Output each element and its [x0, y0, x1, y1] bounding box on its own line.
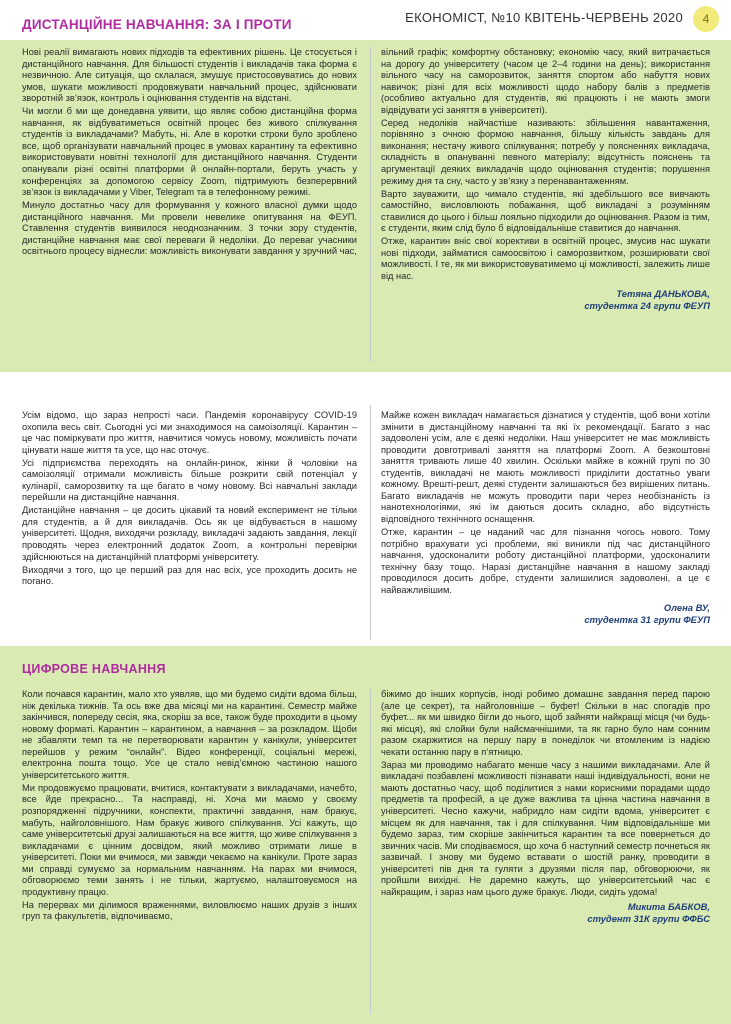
- article1-right-paragraph: Серед недоліків найчастіше називають: збільшення навантаження, порівняно з очною формою навчання, більшу кількість завдань для виконання; нестачу живого спілкування; потребу у поясненнях викладача, складність в опануванні певного матеріалу; відсутність пояснень та аргументації деяких викладачів щодо оцінювання студентів; порушення режиму дня та сну, часто у зв’язку з перенавантаженням.: [381, 117, 710, 186]
- article3-author-name: Микита БАБКОВ,: [627, 901, 710, 913]
- article1-right-column: [381, 47, 710, 312]
- article2-left-paragraph: Усі підприємства переходять на онлайн-ринок, жінки й чоловіки на самоізоляції отримали можливість більше розкрити свій потенціал у кулінарії, саморозвитку та ще багато в чому новому. Всі навчальні заклади перейшли на дистанційне навчання.: [22, 457, 357, 503]
- section-title-digital-learning: ЦИФРОВЕ НАВЧАННЯ: [22, 662, 166, 676]
- article1-left-column: [22, 47, 357, 259]
- article3-left-paragraph: Коли почався карантин, мало хто уявляв, що ми будемо сидіти вдома більш, ніж декілька тижнів. Та ось вже два місяці ми на карантині. Семестр майже закінчився, попереду сесія, яка, скоріш за все, також буде проходити в цьому новому форматі. Карантин – карантином, а навчання – за розкладом. Щоби не збавляти темп та не перетворювати карантин у канікули, університет перейшов у режим “онлайн”. Відео конференції, соціальні мережі, електронна пошта тощо. Усе це стало невід’ємною частиною нашого університетського життя.: [22, 689, 357, 780]
- article2-right-paragraph: Отже, карантин – це наданий час для пізнання чогось нового. Тому потрібно врахувати усі проблеми, які виникли під час дистанційного навчання, удосконалити роботу дистанційної платформи, удосконалити технічну базу тощо. Наразі дистанційне навчання в нашому закладі проводилося досить добре, студенти залишилися задоволені, а це є найважливішим.: [381, 526, 710, 595]
- article3-left-column: [22, 689, 357, 924]
- article1-signature: [381, 288, 710, 312]
- article3-signature: [381, 901, 710, 925]
- article1-left-paragraph: Чи могли б ми ще донедавна уявити, що являє собою дистанційна форма навчання, як відбуватиметься освітній процес без живого спілкування студентів із викладачами? Мабуть, ні. Але в коротки строки було зроблено все, щоб організувати навчальний процес в умовах карантину та ефективно використовувати новітні технології для дистанційного навчання. Студенти опанували різні освітні платформи й онлайн-портали, беруть участь у конференціях за допомогою сервісу Zoom, підтримують безперервний зв’язок із викладачами у Viber, Telegram та в телефонному режимі.: [22, 106, 357, 198]
- article2-signature: [381, 602, 710, 626]
- page-number: 4: [693, 6, 719, 32]
- article3-right-paragraph: Зараз ми проводимо набагато менше часу з нашими викладачами. Але й викладачі позбавлені можливості пізнавати наші індивідуальності, вони не мають достатньо часу, щоб поділитися з нами корисними порадами щодо предметів та професій, а це дуже важлива та цінна частина навчання в університеті. Чесно кажучи, набридло нам сидіти вдома, університет є місцем як для навчання, так і для спілкування. Чим відповідальніше ми будемо зараз, тим скоріше закінчиться карантин та все повернеться до звичних часів. Ми сподіваємося, що хоча б наступний семестр почнеться як зазвичай. І знову ми будемо вставати о шостій ранку, проводити в університеті пів дня та гуляти з друзями після пар, обговорюючи, як пройшли вихідні. Не даремно кажуть, що університетський час є найкращим, і зараз нам цього дуже бракує. Люди, сидіть удома!: [381, 759, 710, 897]
- article3-left-paragraph: На перервах ми ділимося враженнями, виловлюємо наших друзів з інших груп та факультетів, відпочиваємо,: [22, 899, 357, 922]
- article2-author-name: Олена ВУ,: [663, 602, 710, 614]
- article2-left-paragraph: Виходячи з того, що це перший раз для нас всіх, усе проходить досить не погано.: [22, 564, 357, 587]
- article2-right-paragraph: Майже кожен викладач намагається дізнатися у студентів, щоб вони хотіли змінити в дистанційному навчанні та які їх рекомендації. Багато з нас задоволені усім, але є деякі недоліки. Наш університет не має можливість проводити довготривалі заняття на платформі Zoom. А безкоштовні заняття тривають лише 40 хвилин. Оскільки майже в кожній групі по 30 студентів, викладачі не мають можливості приділити достатньо уваги кожному. Врешті-решт, деякі студенти залишаються без вирішених питань. Багато викладачів не можуть проводити пари через необізнаність із нанотехнологіями, які їм даються досить складно, або відсутність відповідного технічного оснащення.: [381, 410, 710, 524]
- article1-left-paragraph: Нові реалії вимагають нових підходів та ефективних рішень. Це стосується і дистанційного навчання. Для більшості студентів і викладачів така форма є незвичною. Але ситуація, що склалася, змушує пристосовуватись до нових умов, шукати можливості продовжувати навчальний процес, здійснювати зворотній зв’язок, контроль і оцінювання студентів на відстані.: [22, 47, 357, 104]
- article1-right-paragraph: Отже, карантин вніс свої корективи в освітній процес, змусив нас шукати нові підходи, займатися самоосвітою і саморозвитком, розширювати свої можливості. І те, як ми використовуватимемо ці можливості, залежить лише від нас.: [381, 236, 710, 281]
- article2-left-column: [22, 410, 357, 589]
- article1-right-paragraph: вільний графік; комфортну обстановку; економію часу, який витрачається на дорогу до університету (часом це 2–4 години на день); використання вільного часу на саморозвиток, заняття спортом або набуття нових навичок; різні для всіх можливості щодо набору балів з предметів (особливо актуально для студентів, які працюють і не мають змоги відвідувати усі заняття в університеті).: [381, 47, 710, 115]
- article1-author-group: студентка 24 групи ФЕУП: [584, 300, 710, 312]
- article2-author-group: студентка 31 групи ФЕУП: [584, 614, 710, 626]
- page-title: ДИСТАНЦІЙНЕ НАВЧАННЯ: ЗА І ПРОТИ: [22, 17, 292, 32]
- article1-left-paragraph: Минуло достатньо часу для формування у кожного власної думки щодо дистанційного навчання. Ми провели невелике опитування на ФЕУП. Ставлення студентів виявилося неоднозначним. 3 точки зору студентів, дистанційне навчання має свої переваги й недоліки. До переваг учасники освітнього процесу віднесли: можливість виконувати завдання у зручний час,: [22, 200, 357, 257]
- article3-right-paragraph: біжимо до інших корпусів, іноді робимо домашнє завдання перед парою (але це секрет), та найголовніше – буфет! Скільки в нас спогадів про буфет... як ми швидко бігли до нього, щоб зайняти найкращі місця (чи будь-які місця), які слойки були найсмачнішими, та як гарно було нам сонним разом скаржитися на першу пару в понеділок чи втомленим із надією чекати останню пару в п’ятницю.: [381, 689, 710, 757]
- article3-left-paragraph: Ми продовжуємо працювати, вчитися, контактувати з викладачами, начебто, все йде прекрасно... Та насправді, ні. Хоча ми маємо у своєму розпорядженні підручники, конспекти, практичні завдання, нам бракує, мабуть, найголовнішого. Нам бракує живого спілкування. Усі кажуть, що саме університетські друзі залишаються на все життя, що живе спілкування з викладачами є цінним досвідом, який можливо отримати лише в університеті. Поки ми вчимося, ми завжди чекаємо на канікули. Проте зараз ми справді сумуємо за нормальним навчанням. На парах ми вчимося, обговорюємо теми занять і не тільки, жартуємо, налаштовуємося на продуктивну працю.: [22, 782, 357, 897]
- article2-left-paragraph: Дистанційне навчання – це досить цікавий та новий експеримент не тільки для студентів, а й для викладачів. Ось як це відбувається в нашому університеті. Щодня, виходячи розкладу, викладачі задають завдання, лекції проводять через електронний додаток Zoom, а контрольні перевірки здійснюються на дистанційній платформі університету.: [22, 505, 357, 562]
- article2-left-paragraph: Усім відомо, що зараз непрості часи. Пандемія коронавірусу COVID-19 охопила весь світ. Сьогодні усі ми знаходимося на самоізоляції. Карантин – це час поміркувати про життя, навчитися чомусь новому, можливість почати цінувати наше життя та усе, що нас оточує.: [22, 410, 357, 455]
- column-divider: [370, 689, 371, 1014]
- journal-name: ЕКОНОМІСТ, №10 КВІТЕНЬ-ЧЕРВЕНЬ 2020: [405, 10, 683, 25]
- column-divider: [370, 47, 371, 362]
- article2-right-column: [381, 410, 710, 626]
- article3-author-group: студент 31К групи ФФБС: [587, 913, 710, 925]
- article1-author-name: Тетяна ДАНЬКОВА,: [616, 288, 710, 300]
- column-divider: [370, 405, 371, 640]
- article1-right-paragraph: Варто зауважити, що чимало студентів, які здебільшого все вивчають самостійно, висловлюють побажання, щоб викладачі з розумінням ставилися до цього і більш лояльно підходили до оцінювання. Разом із тим, є студенти, яким слід було б відповідальніше ставитися до навчання.: [381, 188, 710, 234]
- article3-right-column: [381, 689, 710, 925]
